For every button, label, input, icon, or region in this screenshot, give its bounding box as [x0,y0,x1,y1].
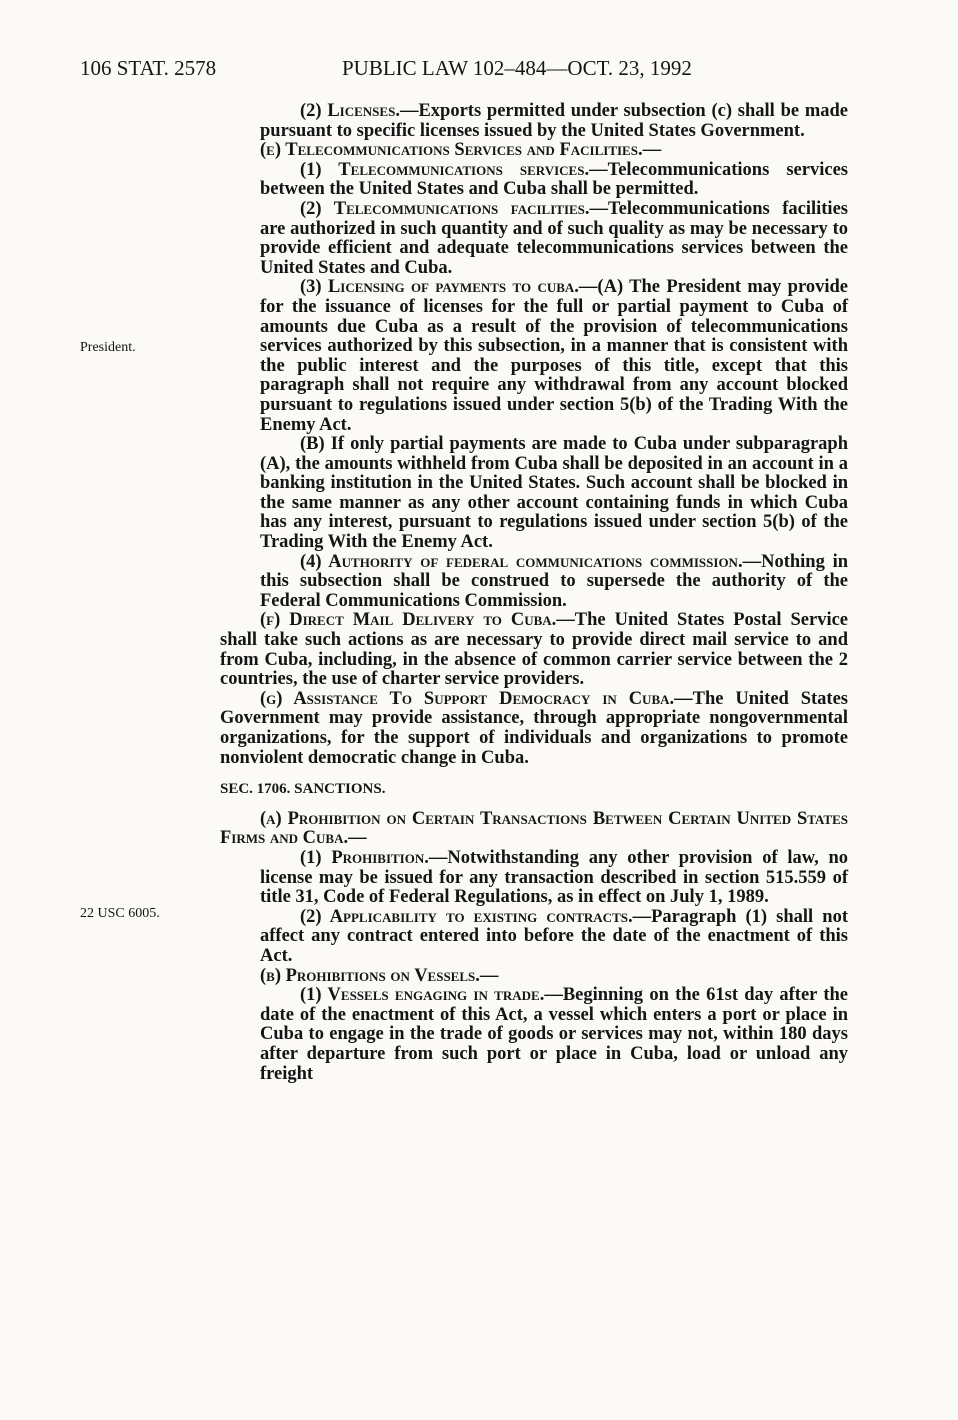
para-text: —Exports permitted under subsection (c) shall be made pursuant to specific licenses issued by the United States Government. [260,101,848,141]
para-text: — [348,828,367,849]
para-b [220,967,848,987]
para-text: —The United States Postal Service shall take such actions as are necessary to provide direct mail service to and from Cuba, including, in the absence of common carrier service between the 2 countries, the use of charter service providers. [220,610,849,690]
para-heading: (2) Telecommunications facilities. [300,198,590,219]
para-e [220,141,848,161]
para-b1 [220,986,848,1084]
para-text: —Paragraph (1) shall not affect any contract entered into before the date of the enactment of this Act. [260,906,849,966]
para-text: —Nothing in this subsection shall be construed to supersede the authority of the Federal Communications Commission. [260,551,849,611]
para-text: — [642,140,662,161]
para-a2 [220,908,848,967]
para-heading: (1) Vessels engaging in trade. [300,985,545,1006]
para-e1 [220,161,848,200]
margin-note-usc: 22 USC 6005. [80,906,160,921]
page-header [80,56,850,86]
para-heading: (2) Licenses. [300,101,400,121]
para-text: — [479,965,499,986]
para-heading: (2) Applicability to existing contracts. [300,906,633,927]
para-heading: (f) Direct Mail Delivery to Cuba. [260,610,557,631]
section-heading: SEC. 1706. SANCTIONS. [220,781,386,798]
para-text: —Telecommunications facilities are authorized in such quantity and of such quality as may be necessary to provide efficient and adequate telecommunications services between the United States and Cuba. [260,198,848,278]
para-d2 [220,102,848,141]
para-heading: (1) Prohibition. [300,847,429,868]
para-heading: (4) Authority of federal communications commission. [300,551,743,572]
para-text: —The United States Government may provide assistance, through appropriate nongovernmental organizations, for the support of individuals and organizations to promote nonviolent democratic change in Cuba. [220,688,848,768]
para-text: —Beginning on the 61st day after the date of the enactment of this Act, a vessel which enters a port or place in Cuba to engage in the trade of goods or services may not, within 180 days after departure from such port or place in Cuba, load or unload any freight [260,985,849,1084]
body-text [220,102,848,1084]
para-e3b [220,435,848,553]
margin-note-president: President. [80,340,136,355]
para-text: —Telecommunications services between the United States and Cuba shall be permitted. [260,159,848,200]
para-e4 [220,553,848,612]
para-heading: (g) Assistance To Support Democracy in Cuba. [260,688,675,709]
para-a [220,810,848,849]
para-text: —(A) The President may provide for the issuance of licenses for the full or partial payment to Cuba of amounts due Cuba as a result of the provision of telecommunications services authorized by this subsection, in a manner that is consistent with the public interest and the purposes of this title, except that this paragraph shall not require any withdrawal from any account blocked pursuant to regulations issued under section 5(b) of the Trading With the Enemy Act. [260,277,848,435]
para-text: (B) If only partial payments are made to Cuba under subparagraph (A), the amounts withheld from Cuba shall be deposited in an account in a banking institution in the United States. Such account shall be blocked in the same manner as any other account containing funds in which Cuba has any interest, pursuant to regulations issued under section 5(b) of the Trading With the Enemy Act. [260,434,848,553]
para-g [220,690,848,768]
para-e2 [220,200,848,278]
para-a1 [220,849,848,908]
para-heading: (1) Telecommunications services. [300,159,590,180]
statute-page-number: 106 STAT. 2578 [80,56,217,80]
para-heading: (b) Prohibitions on Vessels. [260,965,480,986]
para-heading: (e) Telecommunications Services and Facilities. [260,140,643,161]
para-text: —Notwithstanding any other provision of law, no license may be issued for any transaction described in section 515.559 of title 31, Code of Federal Regulations, as in effect on July 1, 1989. [260,847,848,908]
para-e3 [220,278,848,435]
para-heading: (3) Licensing of payments to cuba. [300,277,579,298]
public-law-title: PUBLIC LAW 102–484—OCT. 23, 1992 [342,56,692,80]
para-heading: (a) Prohibition on Certain Transactions Between Certain United States Firms and Cuba. [220,808,848,849]
para-f [220,611,848,689]
